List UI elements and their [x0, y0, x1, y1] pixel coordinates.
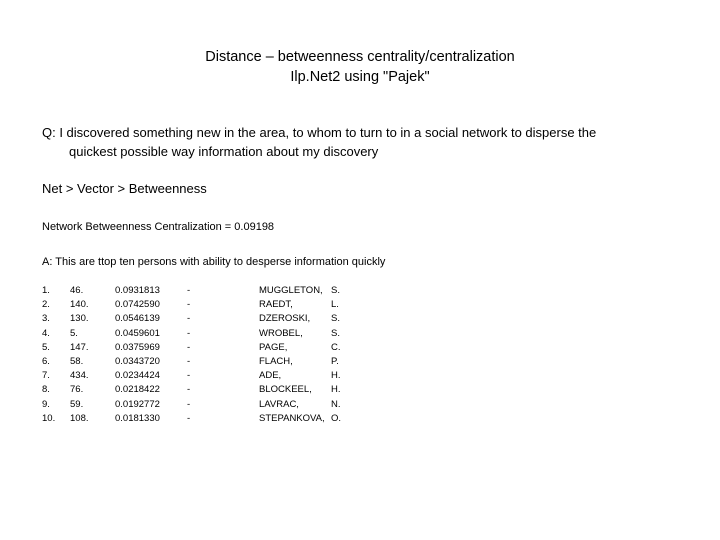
table-row: [42, 312, 351, 326]
betweenness-value: 0.0931813: [115, 285, 160, 296]
person-initial: S.: [331, 313, 340, 325]
person-initial: S.: [331, 285, 340, 296]
slide-title: [0, 47, 720, 87]
separator-dash: -: [187, 313, 191, 325]
person-surname: RAEDT,: [259, 299, 293, 311]
betweenness-value: 0.0459601: [115, 327, 160, 339]
question-text: [42, 123, 682, 161]
table-row: [42, 298, 351, 312]
separator-dash: -: [187, 384, 191, 396]
separator-dash: -: [187, 398, 191, 410]
table-row: [42, 383, 351, 397]
rank-number: 7.: [42, 370, 50, 382]
vertex-id: 140.: [70, 299, 89, 311]
person-initial: H.: [331, 370, 341, 382]
title-line-1: Distance – betweenness centrality/centralization: [205, 49, 515, 65]
rank-number: 8.: [42, 384, 50, 396]
person-surname: MUGGLETON,: [259, 285, 323, 296]
betweenness-value: 0.0192772: [115, 398, 160, 410]
rank-number: 5.: [42, 341, 50, 353]
betweenness-value: 0.0181330: [115, 412, 160, 424]
centralization-result: Network Betweenness Centralization = 0.09198: [42, 221, 275, 233]
vertex-id: 108.: [70, 412, 89, 424]
separator-dash: -: [187, 341, 191, 353]
ranking-body: [42, 284, 351, 426]
question-line-2: quickest possible way information about my discovery: [69, 144, 379, 159]
vertex-id: 76.: [70, 384, 84, 396]
rank-number: 3.: [42, 313, 50, 325]
rank-number: 9.: [42, 398, 50, 410]
person-initial: P.: [331, 356, 339, 368]
person-surname: PAGE,: [259, 341, 288, 353]
person-initial: O.: [331, 412, 342, 424]
vertex-id: 434.: [70, 370, 89, 382]
vertex-id: 5.: [70, 327, 78, 339]
rank-number: 1.: [42, 285, 50, 296]
person-surname: WROBEL,: [259, 327, 303, 339]
person-initial: L.: [331, 299, 339, 311]
separator-dash: -: [187, 327, 191, 339]
table-row: [42, 355, 351, 369]
separator-dash: -: [187, 356, 191, 368]
rank-number: 6.: [42, 356, 50, 368]
betweenness-value: 0.0546139: [115, 313, 160, 325]
question-line-1: Q: I discovered something new in the area, to whom to turn to in a social network to disperse the: [42, 125, 597, 140]
table-row: [42, 412, 351, 426]
vertex-id: 46.: [70, 285, 84, 296]
person-surname: STEPANKOVA,: [259, 412, 325, 424]
table-row: [42, 341, 351, 355]
separator-dash: -: [187, 299, 191, 311]
vertex-id: 130.: [70, 313, 89, 325]
separator-dash: -: [187, 370, 191, 382]
rank-number: 4.: [42, 327, 50, 339]
person-surname: BLOCKEEL,: [259, 384, 312, 396]
betweenness-value: 0.0343720: [115, 356, 160, 368]
person-initial: H.: [331, 384, 341, 396]
menu-path: Net > Vector > Betweenness: [42, 181, 207, 196]
title-line-2: Ilp.Net2 using "Pajek": [290, 69, 430, 85]
rank-number: 10.: [42, 412, 56, 424]
table-row: [42, 369, 351, 383]
vertex-id: 58.: [70, 356, 84, 368]
betweenness-value: 0.0375969: [115, 341, 160, 353]
separator-dash: -: [187, 412, 191, 424]
betweenness-value: 0.0218422: [115, 384, 160, 396]
table-row: [42, 327, 351, 341]
separator-dash: -: [187, 285, 191, 296]
person-surname: LAVRAC,: [259, 398, 299, 410]
person-initial: S.: [331, 327, 340, 339]
person-initial: N.: [331, 398, 341, 410]
person-initial: C.: [331, 341, 341, 353]
person-surname: ADE,: [259, 370, 282, 382]
person-surname: DZEROSKI,: [259, 313, 311, 325]
table-row: [42, 398, 351, 412]
vertex-id: 147.: [70, 341, 89, 353]
betweenness-value: 0.0234424: [115, 370, 160, 382]
rank-number: 2.: [42, 299, 50, 311]
person-surname: FLACH,: [259, 356, 293, 368]
betweenness-ranking-table: [42, 284, 351, 426]
table-row: [42, 284, 351, 298]
betweenness-value: 0.0742590: [115, 299, 160, 311]
vertex-id: 59.: [70, 398, 84, 410]
answer-text: A: This are ttop ten persons with ability to desperse information quickly: [42, 256, 386, 268]
